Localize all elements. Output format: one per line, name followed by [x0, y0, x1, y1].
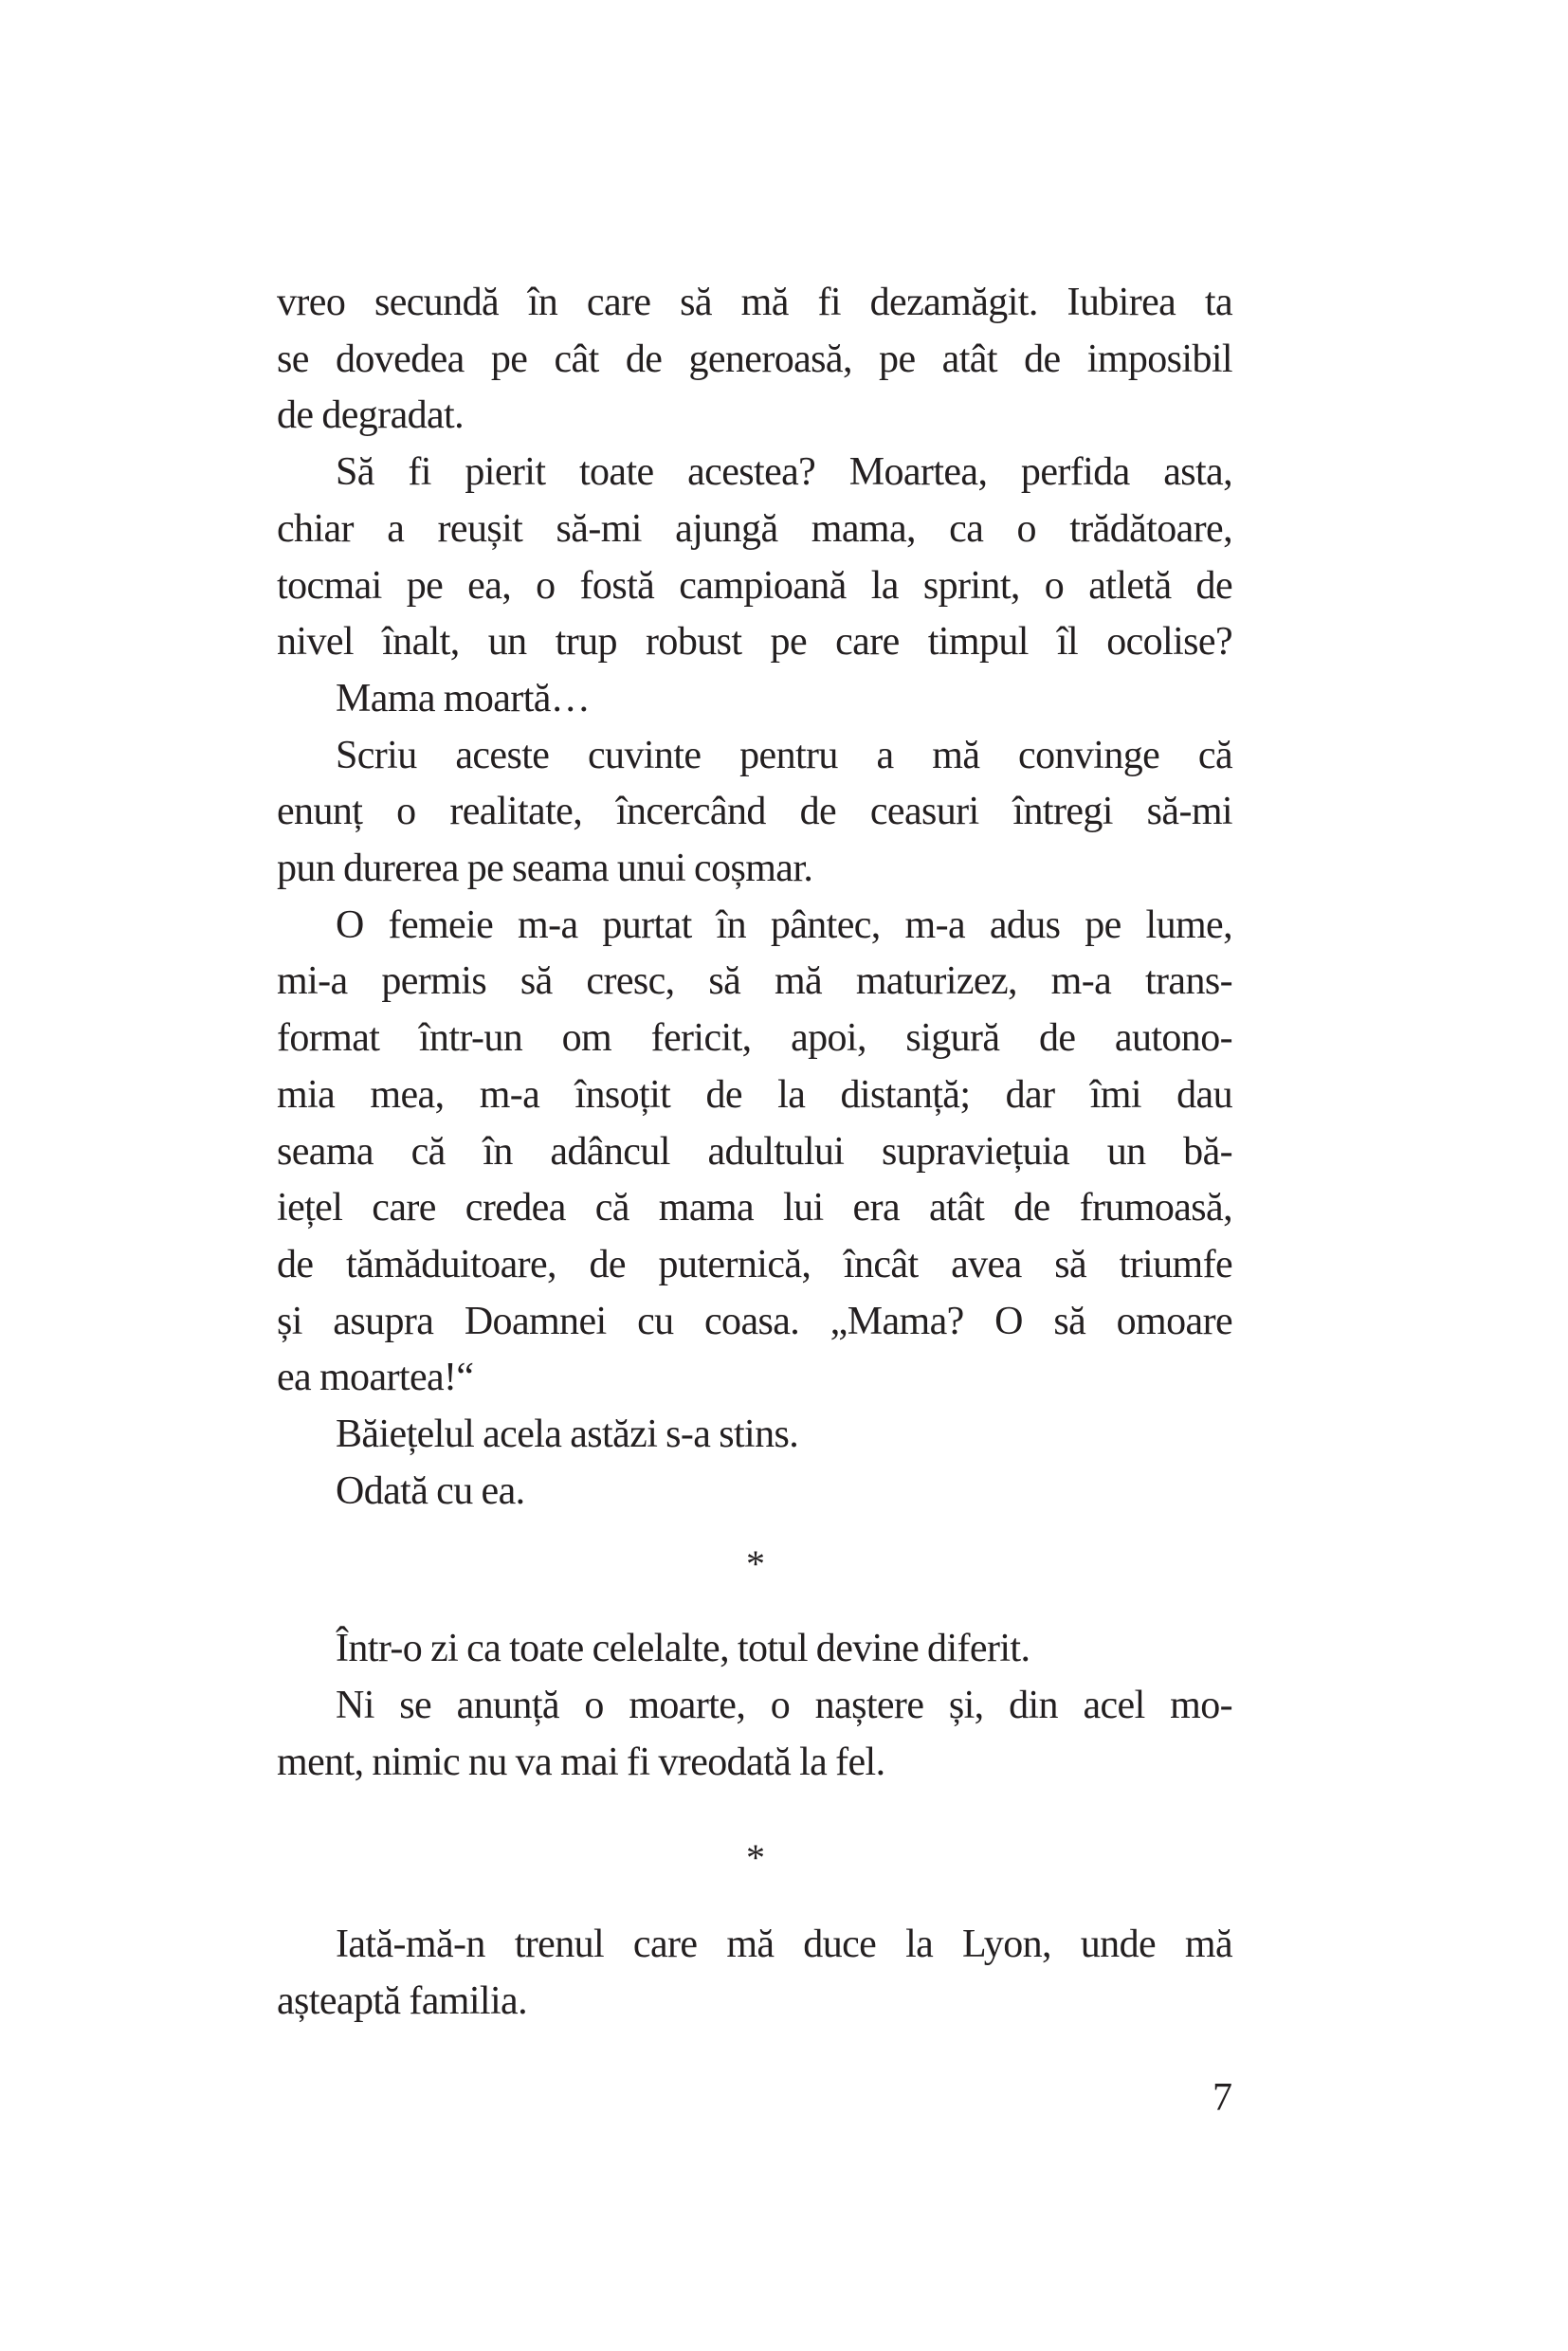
text-line: Băiețelul acela astăzi s-a stins. — [336, 1412, 799, 1456]
text-line: Ni se anunță o moarte, o naștere și, din acel mo- — [336, 1684, 1232, 1727]
text-line: seama că în adâncul adultului supraviețuia un bă- — [277, 1129, 1232, 1174]
text-line: se dovedea pe cât de generoasă, pe atât de imposibil — [277, 337, 1232, 381]
text-line: Într-o zi ca toate celelalte, totul devine diferit. — [336, 1627, 1030, 1670]
text-line: așteaptă familia. — [277, 1979, 527, 2023]
text-line: iețel care credea că mama lui era atât de frumoasă, — [277, 1186, 1232, 1230]
text-line: Iată-mă-n trenul care mă duce la Lyon, unde mă — [336, 1923, 1232, 1966]
text-line: tocmai pe ea, o fostă campioană la sprint, o atletă de — [277, 563, 1232, 608]
text-line: și asupra Doamnei cu coasa. „Mama? O să omoare — [277, 1299, 1232, 1343]
page-number: 7 — [1212, 2076, 1232, 2120]
text-line: Mama moartă… — [336, 676, 591, 720]
text-line: nivel înalt, un trup robust pe care timpul îl ocolise? — [277, 620, 1232, 665]
text-line: mia mea, m-a însoțit de la distanță; dar îmi dau — [277, 1072, 1232, 1117]
text-line: de degradat. — [277, 393, 465, 438]
section-separator-2: * — [746, 1836, 765, 1879]
text-line: pun durerea pe seama unui coșmar. — [277, 847, 813, 890]
text-line: ea moartea!“ — [277, 1356, 474, 1400]
text-line: mi-a permis să cresc, să mă maturizez, m-a trans- — [277, 959, 1232, 1004]
text-line: Odată cu ea. — [336, 1468, 525, 1513]
text-line: O femeie m-a purtat în pântec, m-a adus pe lume, — [336, 902, 1232, 947]
text-line: Scriu aceste cuvinte pentru a mă convinge că — [336, 733, 1232, 777]
section-separator-1: * — [746, 1542, 765, 1585]
text-line: de tămăduitoare, de puternică, încât avea să triumfe — [277, 1242, 1232, 1286]
text-line: chiar a reușit să-mi ajungă mama, ca o trădătoare, — [277, 506, 1232, 551]
text-line: ment, nimic nu va mai fi vreodată la fel. — [277, 1740, 885, 1784]
text-line: enunț o realitate, încercând de ceasuri întregi să-mi — [277, 790, 1232, 834]
text-line: Să fi pierit toate acestea? Moartea, perfida asta, — [336, 450, 1232, 495]
text-line: vreo secundă în care să mă fi dezamăgit. Iubirea ta — [277, 281, 1232, 324]
text-line: format într-un om fericit, apoi, sigură de autono- — [277, 1016, 1232, 1061]
